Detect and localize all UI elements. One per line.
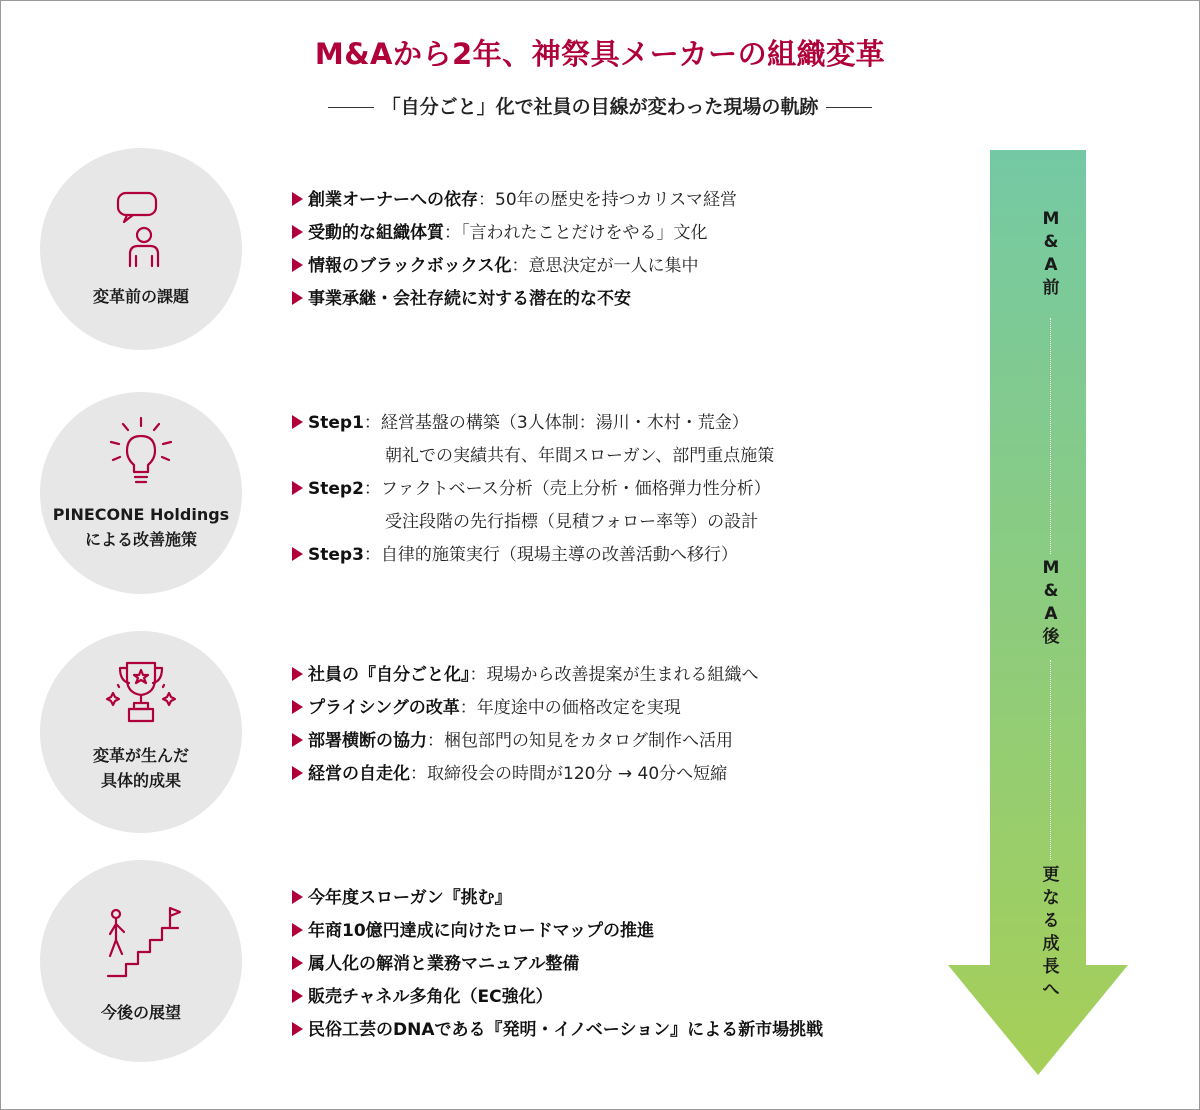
triangle-bullet-icon	[292, 733, 303, 747]
stage-char: &	[1043, 581, 1059, 601]
triangle-bullet-icon	[292, 481, 303, 495]
list-item	[292, 283, 737, 316]
stage-char: A	[1044, 255, 1058, 275]
stage-char: へ	[1042, 980, 1060, 1000]
triangle-bullet-icon	[292, 192, 303, 206]
circle-future-outlook	[40, 860, 242, 1062]
section-improvement-items	[292, 407, 774, 572]
item-continuation: 受注段階の先行指標（見積フォロー率等）の設計	[385, 512, 759, 532]
stage-char: &	[1043, 232, 1059, 252]
stage-char: 更	[1042, 865, 1060, 885]
circle-before-issues	[40, 148, 242, 350]
item-heading: Step1	[308, 413, 364, 433]
item-heading: 社員の『自分ごと化』	[308, 665, 470, 685]
stage-char: M	[1042, 558, 1060, 578]
circle-label-results	[40, 743, 242, 793]
triangle-bullet-icon	[292, 956, 303, 970]
label-line: PINECONE Holdings	[52, 505, 230, 524]
triangle-bullet-icon	[292, 258, 303, 272]
item-heading: Step2	[308, 479, 364, 499]
item-text: ：梱包部門の知見をカタログ制作へ活用	[427, 731, 733, 751]
page-title: M&Aから2年、神祭具メーカーの組織変革	[314, 37, 886, 71]
item-heading: 今年度スローガン『挑む』	[308, 888, 512, 908]
triangle-bullet-icon	[292, 415, 303, 429]
subtitle-dash-left	[328, 107, 374, 108]
list-item	[292, 217, 737, 250]
circle-label-improvement	[40, 502, 242, 552]
circle-label-before-issues	[40, 284, 242, 309]
list-item	[292, 1014, 823, 1047]
item-heading: 事業承継・会社存続に対する潜在的な不安	[308, 289, 631, 309]
triangle-bullet-icon	[292, 923, 303, 937]
circle-improvement-measures	[40, 392, 242, 594]
stage-divider-dots	[1050, 318, 1051, 554]
stage-label-further-growth	[1039, 864, 1063, 1002]
list-item	[292, 692, 759, 725]
item-heading: 部署横断の協力	[308, 731, 427, 751]
item-heading: 販売チャネル多角化（EC強化）	[308, 987, 553, 1007]
growth-timeline-arrow	[948, 150, 1128, 1075]
label-line: 変革が生んだ	[92, 746, 189, 765]
stage-char: 成	[1042, 934, 1060, 954]
triangle-bullet-icon	[292, 667, 303, 681]
item-text: ：「言われたことだけをやる」文化	[444, 223, 708, 243]
label-line: 今後の展望	[100, 1003, 181, 1022]
item-text: ：自律的施策実行（現場主導の改善活動へ移行）	[363, 545, 738, 565]
item-heading: 民俗工芸のDNAである『発明・イノベーション』による新市場挑戦	[308, 1020, 824, 1040]
speech-bubble-person-icon	[111, 190, 171, 270]
section-before-issues-items	[292, 184, 737, 316]
section-future-items	[292, 882, 823, 1047]
triangle-bullet-icon	[292, 1022, 303, 1036]
triangle-bullet-icon	[292, 291, 303, 305]
triangle-bullet-icon	[292, 547, 303, 561]
list-item	[292, 981, 823, 1014]
triangle-bullet-icon	[292, 766, 303, 780]
section-results-items	[292, 659, 759, 791]
item-text: ：年度途中の価格改定を実現	[459, 698, 681, 718]
list-item	[292, 725, 759, 758]
label-line: による改善施策	[84, 530, 197, 549]
item-heading: 創業オーナーへの依存	[308, 190, 478, 210]
item-text: ：ファクトベース分析（売上分析・価格弾力性分析）	[363, 479, 771, 499]
item-continuation: 朝礼での実績共有、年間スローガン、部門重点施策	[385, 446, 775, 466]
item-heading: 属人化の解消と業務マニュアル整備	[308, 954, 580, 974]
stage-char: M	[1042, 209, 1060, 229]
item-heading: 年商10億円達成に向けたロードマップの推進	[308, 921, 654, 941]
stage-char: A	[1044, 604, 1058, 624]
triangle-bullet-icon	[292, 700, 303, 714]
list-item	[292, 407, 774, 440]
list-item	[292, 250, 737, 283]
triangle-bullet-icon	[292, 225, 303, 239]
list-item	[292, 758, 759, 791]
label-line: 変革前の課題	[92, 287, 189, 306]
label-line: 具体的成果	[100, 771, 181, 790]
item-heading: 経営の自走化	[308, 764, 410, 784]
list-item	[292, 184, 737, 217]
stage-label-after-ma	[1039, 557, 1063, 649]
subtitle-text: 「自分ごと」化で社員の目線が変わった現場の軌跡	[381, 96, 819, 118]
item-text: ：現場から改善提案が生まれる組織へ	[469, 665, 759, 685]
stage-label-before-ma	[1039, 208, 1063, 300]
list-item	[292, 473, 774, 506]
stage-divider-dots	[1050, 660, 1051, 860]
list-item	[292, 915, 823, 948]
page-subtitle	[0, 92, 1200, 119]
item-text: ：50年の歴史を持つカリスマ経営	[478, 190, 737, 210]
stage-char: 前	[1042, 278, 1060, 298]
stairs-flag-icon	[98, 904, 184, 980]
stage-char: 後	[1042, 627, 1060, 647]
circle-results	[40, 631, 242, 833]
subtitle-dash-right	[826, 107, 872, 108]
stage-char: る	[1042, 911, 1060, 931]
item-heading: 情報のブラックボックス化	[308, 256, 512, 276]
item-heading: Step3	[308, 545, 364, 565]
list-item	[292, 659, 759, 692]
list-item	[292, 539, 774, 572]
triangle-bullet-icon	[292, 890, 303, 904]
list-item	[292, 882, 823, 915]
trophy-icon	[101, 659, 181, 725]
stage-char: な	[1042, 888, 1060, 908]
item-heading: 受動的な組織体質	[308, 223, 444, 243]
item-text: ：経営基盤の構築（3人体制：湯川・木村・荒金）	[363, 413, 749, 433]
item-text: ：取締役会の時間が120分 → 40分へ短縮	[410, 764, 728, 784]
item-heading: プライシングの改革	[308, 698, 460, 718]
circle-label-future	[40, 1000, 242, 1025]
lightbulb-icon	[101, 414, 181, 490]
list-item	[292, 948, 823, 981]
item-text: ：意思決定が一人に集中	[511, 256, 699, 276]
triangle-bullet-icon	[292, 989, 303, 1003]
stage-char: 長	[1042, 957, 1060, 977]
